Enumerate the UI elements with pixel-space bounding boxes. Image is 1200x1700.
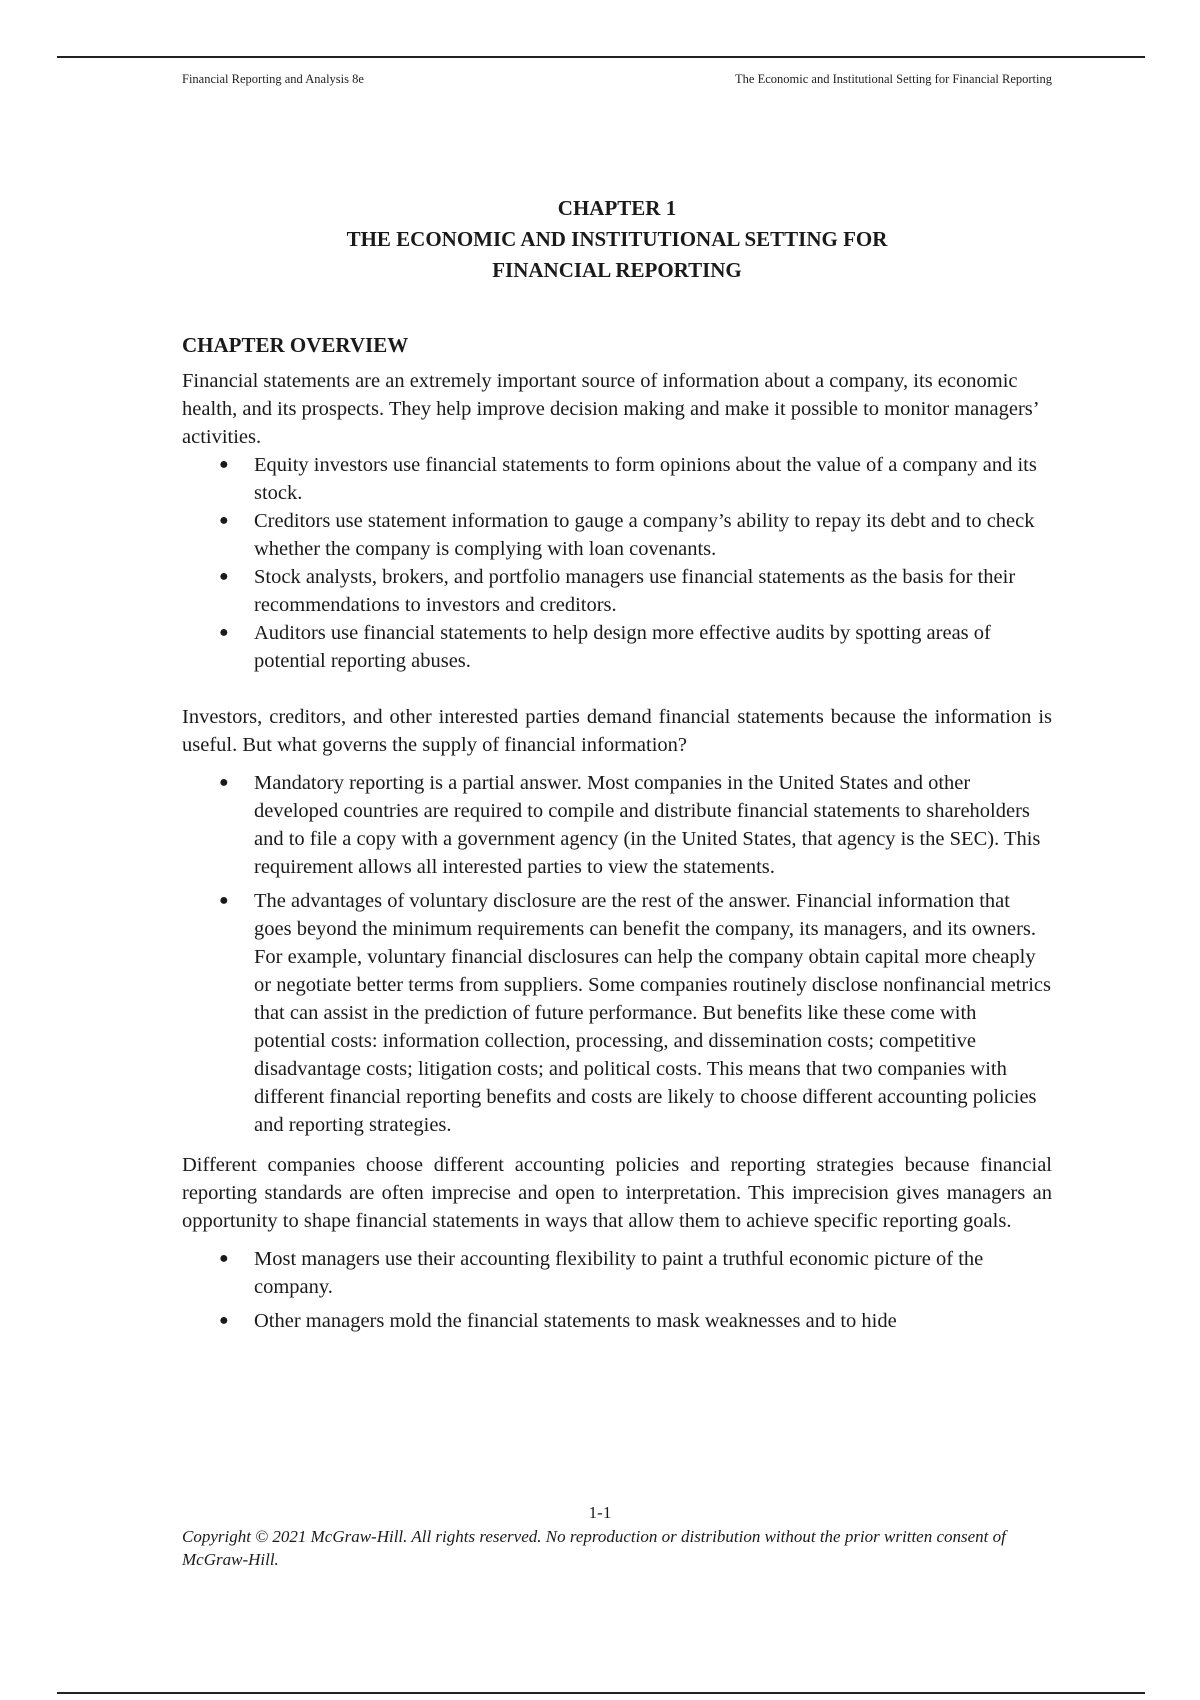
list-item: ● Stock analysts, brokers, and portfolio managers use financial statements as the basis for their recommendations to investors and creditors. xyxy=(182,563,1052,619)
list-item: ● Auditors use financial statements to help design more effective audits by spotting areas of potential reporting abuses. xyxy=(182,619,1052,675)
supply-paragraph: Investors, creditors, and other interested parties demand financial statements because the information is useful. But what governs the supply of financial information? xyxy=(182,706,1052,756)
bullet-icon: ● xyxy=(219,568,229,585)
bullet-icon: ● xyxy=(219,1312,229,1329)
bullet-icon: ● xyxy=(219,456,229,473)
page-number: 1-1 xyxy=(588,1503,612,1522)
copyright-notice: Copyright © 2021 McGraw-Hill. All rights reserved. No reproduction or distribution without the prior written consent of McGraw-Hill. xyxy=(182,1527,1006,1569)
list-item: ● Most managers use their accounting flexibility to paint a truthful economic picture of the company. xyxy=(182,1245,1052,1301)
overview-intro-paragraph: Financial statements are an extremely important source of information about a company, its economic health, and its prospects. They help improve decision making and make it possible to monitor managers’ activities. xyxy=(182,370,1039,448)
bullet-icon: ● xyxy=(219,512,229,529)
bullet-icon: ● xyxy=(219,892,229,909)
chapter-title xyxy=(182,193,1052,286)
managers-bullet-list xyxy=(182,1245,1052,1335)
chapter-title-line-1: THE ECONOMIC AND INSTITUTIONAL SETTING FOR xyxy=(346,227,888,251)
list-item: ● Mandatory reporting is a partial answer. Most companies in the United States and other developed countries are required to compile and distribute financial statements to shareholders and to file a copy with a government agency (in the United States, that agency is the SEC). This requirement allows all interested parties to view the statements. xyxy=(182,769,1052,881)
bullet-icon: ● xyxy=(219,624,229,641)
users-bullet-list xyxy=(182,451,1052,675)
chapter-number: CHAPTER 1 xyxy=(557,196,677,220)
chapter-title-line-2: FINANCIAL REPORTING xyxy=(492,258,742,282)
section-heading-overview: CHAPTER OVERVIEW xyxy=(182,333,409,357)
header-book-title: Financial Reporting and Analysis 8e xyxy=(182,72,364,86)
header-chapter-title: The Economic and Institutional Setting for Financial Reporting xyxy=(735,72,1052,86)
page-body xyxy=(182,193,1052,1341)
bullet-icon: ● xyxy=(219,1250,229,1267)
bullet-icon: ● xyxy=(219,774,229,791)
list-item: ● Creditors use statement information to gauge a company’s ability to repay its debt and to check whether the company is complying with loan covenants. xyxy=(182,507,1052,563)
accounting-policies-paragraph: Different companies choose different accounting policies and reporting strategies because financial reporting standards are often imprecise and open to interpretation. This imprecision gives managers an opportunity to shape financial statements in ways that allow them to achieve specific reporting goals. xyxy=(182,1154,1052,1232)
list-item: ● Other managers mold the financial statements to mask weaknesses and to hide xyxy=(182,1307,1052,1335)
list-item: ● Equity investors use financial statements to form opinions about the value of a company and its stock. xyxy=(182,451,1052,507)
top-rule xyxy=(57,56,1145,58)
supply-bullet-list xyxy=(182,769,1052,1139)
bottom-rule xyxy=(57,1692,1145,1694)
list-item: ● The advantages of voluntary disclosure are the rest of the answer. Financial information that goes beyond the minimum requirements can benefit the company, its managers, and its owners. For example, voluntary financial disclosures can help the company obtain capital more cheaply or negotiate better terms from suppliers. Some companies routinely disclose nonfinancial metrics that can assist in the prediction of future performance. But benefits like these come with potential costs: information collection, processing, and dissemination costs; competitive disadvantage costs; litigation costs; and political costs. This means that two companies with different financial reporting benefits and costs are likely to choose different accounting policies and reporting strategies. xyxy=(182,887,1052,1139)
